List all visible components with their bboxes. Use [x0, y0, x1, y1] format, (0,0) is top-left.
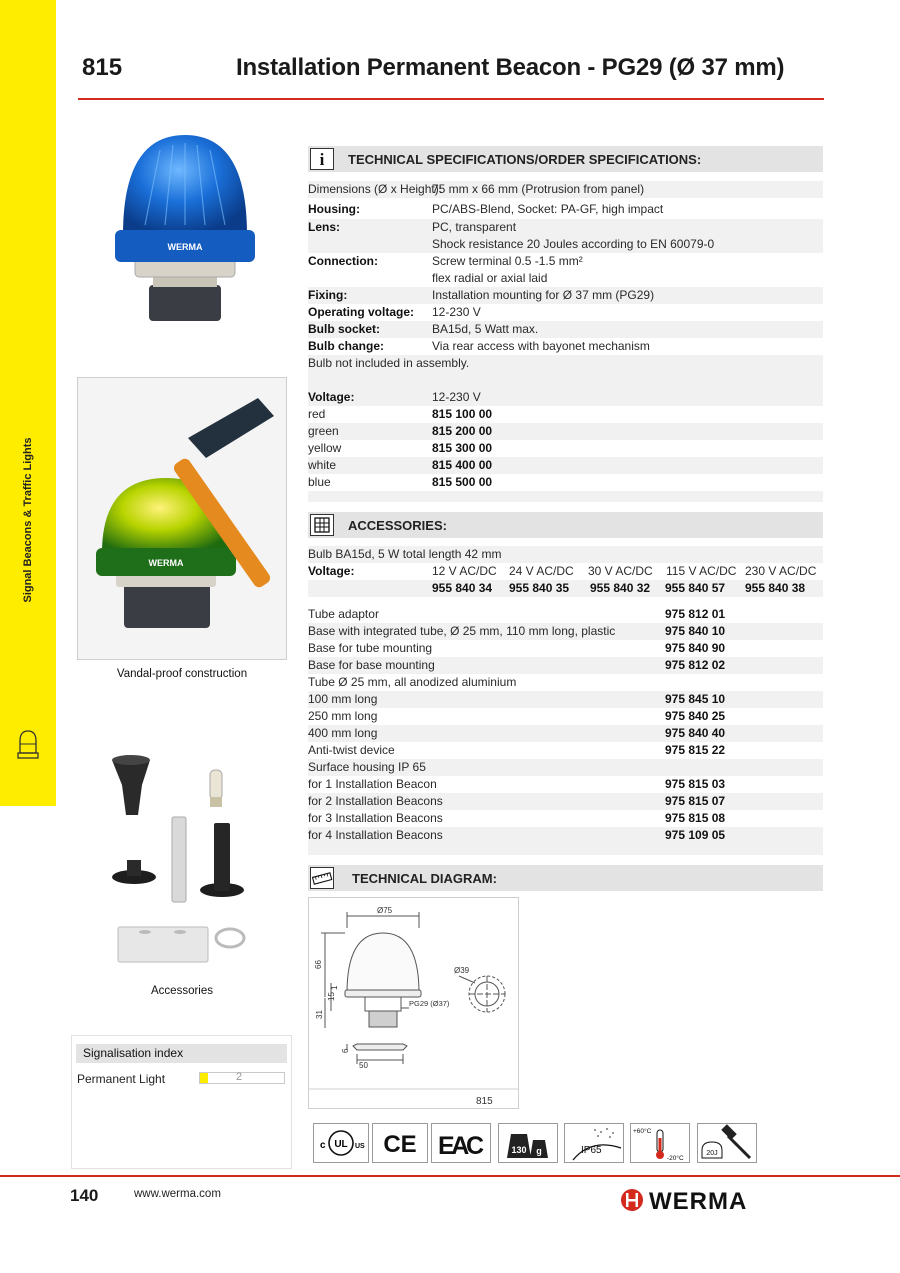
order-voltage-label: Voltage: — [308, 390, 355, 404]
page-title: Installation Permanent Beacon - PG29 (Ø 37 mm) — [236, 54, 785, 81]
footer-page-number: 140 — [70, 1186, 99, 1205]
title-divider — [78, 98, 824, 100]
accessory-name: Anti-twist device — [308, 743, 395, 757]
spec-connection — [308, 253, 823, 287]
tech-specs-header — [308, 146, 823, 172]
accessory-code: 975 840 10 — [665, 624, 726, 638]
footer-divider — [0, 1175, 900, 1177]
spec-value: Via rear access with bayonet mechanism — [432, 339, 650, 353]
ce-cert-icon — [372, 1123, 428, 1163]
accessory-name: Tube Ø 25 mm, all anodized aluminium — [308, 675, 517, 689]
technical-drawing — [309, 898, 518, 1108]
ip65-icon — [564, 1123, 624, 1163]
accessories-icon — [310, 514, 334, 536]
spec-bulb-socket — [308, 321, 823, 338]
order-row — [308, 406, 823, 423]
accessory-name: for 3 Installation Beacons — [308, 811, 443, 825]
beacon-icon — [15, 727, 41, 763]
spec-value-2: flex radial or axial laid — [432, 271, 548, 285]
order-code: 815 500 00 — [432, 475, 493, 489]
order-voltage-value: 12-230 V — [432, 390, 481, 404]
bulb-voltage: 230 V AC/DC — [745, 564, 817, 578]
footer-url[interactable]: www.werma.com — [134, 1188, 221, 1200]
accessory-row — [308, 657, 823, 674]
dim-height-31: 31 — [315, 1010, 324, 1019]
accessory-code: 975 815 07 — [665, 794, 726, 808]
bulb-code: 955 840 57 — [665, 581, 726, 595]
accessories-heading: ACCESSORIES: — [348, 518, 447, 533]
spec-label: Dimensions (Ø x Height): — [308, 182, 443, 196]
spec-label: Housing: — [308, 202, 360, 216]
order-color: red — [308, 407, 326, 421]
diagram-heading: TECHNICAL DIAGRAM: — [352, 871, 497, 886]
svg-text:WERMA: WERMA — [167, 242, 203, 252]
bulb-voltage: 12 V AC/DC — [432, 564, 497, 578]
dim-height-15: 15 — [327, 992, 336, 1001]
bulb-code: 955 840 38 — [745, 581, 806, 595]
spec-value: Installation mounting for Ø 37 mm (PG29) — [432, 288, 655, 302]
bulb-line — [308, 546, 823, 563]
brand-text: WERMA — [649, 1188, 748, 1215]
tech-specs-heading: TECHNICAL SPECIFICATIONS/ORDER SPECIFICATIONS: — [348, 152, 702, 167]
bulb-code: 955 840 34 — [432, 581, 493, 595]
accessory-row — [308, 725, 823, 742]
accessory-code: 975 815 03 — [665, 777, 726, 791]
dim-height-66: 66 — [314, 960, 323, 969]
bulb-voltage: 24 V AC/DC — [509, 564, 574, 578]
signalisation-heading: Signalisation index — [76, 1044, 287, 1063]
side-section-label: Signal Beacons & Traffic Lights — [22, 437, 34, 603]
bulb-voltage: 30 V AC/DC — [588, 564, 653, 578]
bulb-voltage: 115 V AC/DC — [666, 564, 737, 578]
spec-bulb-change — [308, 338, 823, 355]
accessory-row — [308, 759, 823, 776]
ruler-icon — [310, 867, 334, 889]
accessories-spacer — [308, 844, 823, 855]
spec-label: Fixing: — [308, 288, 348, 302]
accessory-row — [308, 691, 823, 708]
accessory-row — [308, 708, 823, 725]
signalisation-bar-fill — [200, 1073, 208, 1083]
spec-label: Bulb change: — [308, 339, 385, 353]
ip-rating: IP65 — [581, 1145, 602, 1156]
accessory-row — [308, 674, 823, 691]
order-color: yellow — [308, 441, 342, 455]
spec-note-text: Bulb not included in assembly. — [308, 356, 470, 370]
blue-beacon-photo — [105, 125, 265, 325]
accessory-name: 100 mm long — [308, 692, 378, 706]
accessory-code: 975 815 08 — [665, 811, 726, 825]
werma-logo — [620, 1185, 820, 1215]
order-color: white — [308, 458, 337, 472]
accessory-name: for 4 Installation Beacons — [308, 828, 443, 842]
signalisation-label: Permanent Light — [77, 1072, 166, 1086]
bulb-code: 955 840 35 — [509, 581, 570, 595]
spec-value: PC, transparent — [432, 220, 517, 234]
order-code: 815 200 00 — [432, 424, 493, 438]
spec-value: PC/ABS-Blend, Socket: PA-GF, high impact — [432, 202, 664, 216]
spec-label: Bulb socket: — [308, 322, 381, 336]
order-code: 815 400 00 — [432, 458, 493, 472]
accessory-row — [308, 776, 823, 793]
temp-high: +60°C — [633, 1128, 652, 1135]
green-beacon-hammer-illustration — [78, 378, 286, 659]
dim-diameter-75: Ø75 — [377, 906, 393, 915]
accessory-code: 975 812 02 — [665, 658, 726, 672]
bulb-voltage-label: Voltage: — [308, 564, 355, 578]
order-color: green — [308, 424, 339, 438]
order-voltage — [308, 389, 823, 406]
accessory-code: 975 815 22 — [665, 743, 726, 757]
accessories-caption: Accessories — [151, 985, 213, 997]
ul-mark-text: UL — [334, 1139, 348, 1150]
vandal-proof-caption: Vandal-proof construction — [116, 668, 248, 680]
accessory-row — [308, 606, 823, 623]
accessory-name: for 2 Installation Beacons — [308, 794, 443, 808]
accessory-code: 975 845 10 — [665, 692, 726, 706]
accessory-code: 975 812 01 — [665, 607, 726, 621]
accessory-row — [308, 623, 823, 640]
accessory-name: 250 mm long — [308, 709, 378, 723]
weight-icon — [498, 1123, 558, 1163]
diagram-caption: 815 — [476, 1096, 493, 1107]
accessory-name: 400 mm long — [308, 726, 378, 740]
accessory-name: Tube adaptor — [308, 607, 379, 621]
accessories-header — [308, 512, 823, 538]
accessory-name: Base for base mounting — [308, 658, 435, 672]
eac-cert-icon — [431, 1123, 491, 1163]
vandal-proof-photo — [77, 377, 287, 660]
spec-value: 12-230 V — [432, 305, 481, 319]
order-spacer — [308, 491, 823, 502]
accessory-code: 975 840 40 — [665, 726, 726, 740]
accessory-row — [308, 810, 823, 827]
side-tab — [0, 0, 56, 806]
spec-label: Lens: — [308, 220, 341, 234]
eac-text: EAC — [438, 1132, 484, 1160]
bulb-description: Bulb BA15d, 5 W total length 42 mm — [308, 547, 502, 561]
spec-label: Connection: — [308, 254, 378, 268]
order-row — [308, 423, 823, 440]
accessories-photo — [100, 745, 260, 970]
spec-value: BA15d, 5 Watt max. — [432, 322, 539, 336]
signalisation-value: 2 — [236, 1071, 243, 1083]
ul-c-text: c — [320, 1140, 326, 1151]
dim-height-1: 1 — [330, 985, 339, 990]
dim-pg29: PG29 (Ø37) — [409, 999, 450, 1008]
ul-cert-icon — [313, 1123, 369, 1163]
temp-low: -20°C — [667, 1155, 684, 1162]
order-row — [308, 474, 823, 491]
ul-us-text: US — [355, 1143, 365, 1150]
bulb-code: 955 840 32 — [590, 581, 651, 595]
spec-value: Screw terminal 0.5 -1.5 mm² — [432, 254, 583, 268]
ce-text: CE — [383, 1131, 417, 1158]
svg-text:WERMA: WERMA — [148, 558, 184, 568]
impact-rating: 20J — [706, 1150, 718, 1157]
order-color: blue — [308, 475, 331, 489]
spec-value: 75 mm x 66 mm (Protrusion from panel) — [432, 182, 645, 196]
page-number: 815 — [82, 54, 123, 81]
order-row — [308, 457, 823, 474]
accessory-code: 975 840 90 — [665, 641, 726, 655]
order-code: 815 100 00 — [432, 407, 493, 421]
accessory-row — [308, 793, 823, 810]
accessory-name: Base for tube mounting — [308, 641, 433, 655]
diagram-header — [308, 865, 823, 891]
spec-dimensions — [308, 181, 823, 198]
order-code: 815 300 00 — [432, 441, 493, 455]
spec-lens — [308, 219, 823, 253]
technical-diagram — [308, 897, 519, 1109]
spec-note — [308, 355, 823, 389]
accessory-name: Surface housing IP 65 — [308, 760, 426, 774]
accessory-name: Base with integrated tube, Ø 25 mm, 110 mm long, plastic — [308, 624, 616, 638]
spec-housing — [308, 201, 823, 218]
svg-text:i: i — [319, 150, 325, 169]
impact-icon — [697, 1123, 757, 1163]
info-icon — [310, 148, 334, 170]
bulb-code-row — [308, 580, 823, 597]
dim-diameter-39: Ø39 — [454, 966, 470, 975]
accessory-name: for 1 Installation Beacon — [308, 777, 437, 791]
spec-operating-voltage — [308, 304, 823, 321]
weight-unit: g — [536, 1146, 542, 1156]
dim-height-6: 6 — [341, 1048, 350, 1053]
accessory-row — [308, 640, 823, 657]
temperature-icon — [630, 1123, 690, 1163]
weight-value: 130 — [511, 1145, 527, 1155]
order-row — [308, 440, 823, 457]
accessory-row — [308, 827, 823, 844]
accessory-row — [308, 742, 823, 759]
spec-value-2: Shock resistance 20 Joules according to EN 60079-0 — [432, 237, 715, 251]
accessory-code: 975 109 05 — [665, 828, 726, 842]
bulb-voltage-row — [308, 563, 823, 580]
dim-width-50: 50 — [359, 1061, 368, 1070]
accessory-code: 975 840 25 — [665, 709, 726, 723]
spec-fixing — [308, 287, 823, 304]
spec-label: Operating voltage: — [308, 305, 415, 319]
